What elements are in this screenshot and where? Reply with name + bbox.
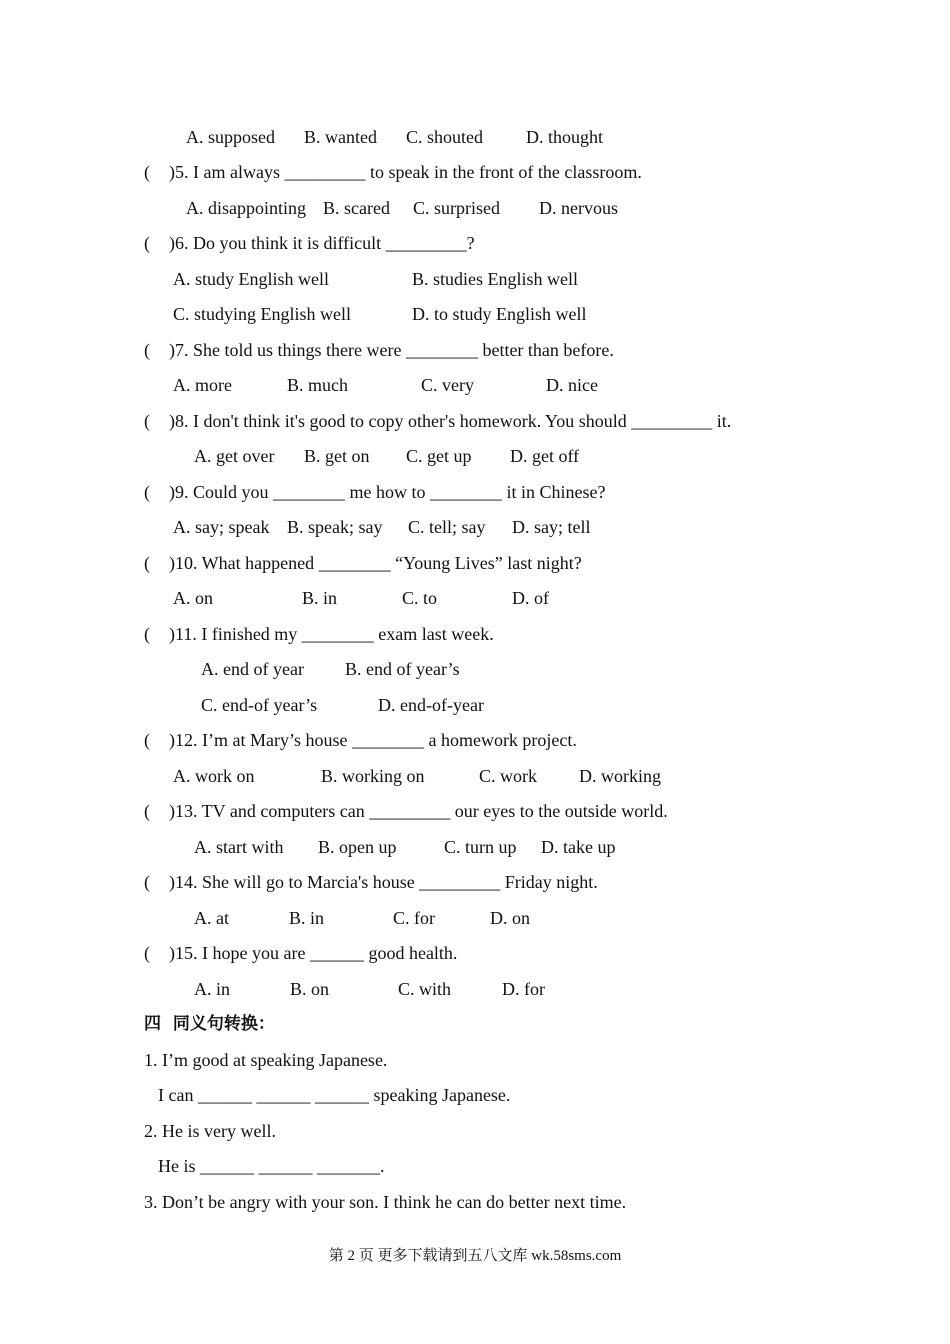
- option-q4-c: C. shouted: [406, 127, 484, 147]
- option-q10-b: B. in: [302, 588, 338, 608]
- option-q11-a: A. end of year: [201, 659, 304, 679]
- exercise-sentence: 2. He is very well.: [144, 1121, 276, 1141]
- exercise-sentence: 1. I’m good at speaking Japanese.: [144, 1050, 388, 1070]
- option-q10-d: D. of: [512, 588, 549, 608]
- option-q13-a: A. start with: [194, 837, 284, 857]
- question-q9: )9. Could you ________ me how to ________ it in Chinese?: [169, 482, 606, 502]
- section-heading: 四 同义句转换：: [144, 1014, 275, 1034]
- option-q5-a: A. disappointing: [186, 198, 306, 218]
- option-q6-c: C. studying English well: [173, 304, 352, 324]
- answer-paren-q14: (: [144, 872, 150, 892]
- question-q10: )10. What happened ________ “Young Lives” last night?: [169, 553, 582, 573]
- answer-paren-q6: (: [144, 233, 150, 253]
- page-footer: 第 2 页 更多下载请到五八文库 wk.58sms.com: [328, 1248, 622, 1264]
- option-q8-b: B. get on: [304, 446, 370, 466]
- question-q6: )6. Do you think it is difficult _________?: [169, 233, 475, 253]
- option-q15-b: B. on: [290, 979, 330, 999]
- question-q13: )13. TV and computers can _________ our eyes to the outside world.: [169, 801, 668, 821]
- option-q14-d: D. on: [490, 908, 530, 928]
- option-q4-a: A. supposed: [186, 127, 275, 147]
- option-q7-b: B. much: [287, 375, 348, 395]
- option-q15-c: C. with: [398, 979, 452, 999]
- option-q10-c: C. to: [402, 588, 438, 608]
- option-q11-c: C. end-of year’s: [201, 695, 318, 715]
- answer-paren-q7: (: [144, 340, 150, 360]
- option-q7-d: D. nice: [546, 375, 598, 395]
- answer-paren-q8: (: [144, 411, 150, 431]
- answer-paren-q5: (: [144, 162, 150, 182]
- option-q9-d: D. say; tell: [512, 517, 591, 537]
- option-q9-c: C. tell; say: [408, 517, 486, 537]
- option-q12-b: B. working on: [321, 766, 425, 786]
- option-q7-a: A. more: [173, 375, 232, 395]
- question-q8: )8. I don't think it's good to copy other's homework. You should _________ it.: [169, 411, 732, 431]
- option-q5-b: B. scared: [323, 198, 390, 218]
- question-q14: )14. She will go to Marcia's house _________ Friday night.: [169, 872, 598, 892]
- option-q4-b: B. wanted: [304, 127, 377, 147]
- option-q10-a: A. on: [173, 588, 213, 608]
- option-q12-c: C. work: [479, 766, 537, 786]
- answer-paren-q9: (: [144, 482, 150, 502]
- question-q5: )5. I am always _________ to speak in the front of the classroom.: [169, 162, 642, 182]
- question-q15: )15. I hope you are ______ good health.: [169, 943, 458, 963]
- option-q12-a: A. work on: [173, 766, 255, 786]
- option-q8-a: A. get over: [194, 446, 275, 466]
- option-q15-d: D. for: [502, 979, 545, 999]
- option-q6-d: D. to study English well: [412, 304, 587, 324]
- question-q7: )7. She told us things there were ________ better than before.: [169, 340, 614, 360]
- answer-paren-q15: (: [144, 943, 150, 963]
- option-q14-b: B. in: [289, 908, 325, 928]
- exercise-blank-line: I can ______ ______ ______ speaking Japanese.: [158, 1085, 511, 1105]
- answer-paren-q12: (: [144, 730, 150, 750]
- answer-paren-q13: (: [144, 801, 150, 821]
- option-q13-b: B. open up: [318, 837, 397, 857]
- option-q4-d: D. thought: [526, 127, 604, 147]
- option-q6-a: A. study English well: [173, 269, 329, 289]
- option-q11-d: D. end-of-year: [378, 695, 484, 715]
- exercise-sentence: 3. Don’t be angry with your son. I think he can do better next time.: [144, 1192, 627, 1212]
- option-q14-c: C. for: [393, 908, 435, 928]
- option-q9-b: B. speak; say: [287, 517, 383, 537]
- option-q14-a: A. at: [194, 908, 229, 928]
- option-q5-c: C. surprised: [413, 198, 500, 218]
- option-q7-c: C. very: [421, 375, 474, 395]
- exercise-blank-line: He is ______ ______ _______.: [158, 1156, 385, 1176]
- option-q15-a: A. in: [194, 979, 230, 999]
- question-q11: )11. I finished my ________ exam last week.: [169, 624, 494, 644]
- option-q12-d: D. working: [579, 766, 661, 786]
- answer-paren-q10: (: [144, 553, 150, 573]
- option-q6-b: B. studies English well: [412, 269, 578, 289]
- option-q9-a: A. say; speak: [173, 517, 270, 537]
- answer-paren-q11: (: [144, 624, 150, 644]
- option-q8-d: D. get off: [510, 446, 580, 466]
- option-q11-b: B. end of year’s: [345, 659, 460, 679]
- question-q12: )12. I’m at Mary’s house ________ a homework project.: [169, 730, 577, 750]
- option-q5-d: D. nervous: [539, 198, 618, 218]
- option-q8-c: C. get up: [406, 446, 472, 466]
- option-q13-d: D. take up: [541, 837, 616, 857]
- option-q13-c: C. turn up: [444, 837, 517, 857]
